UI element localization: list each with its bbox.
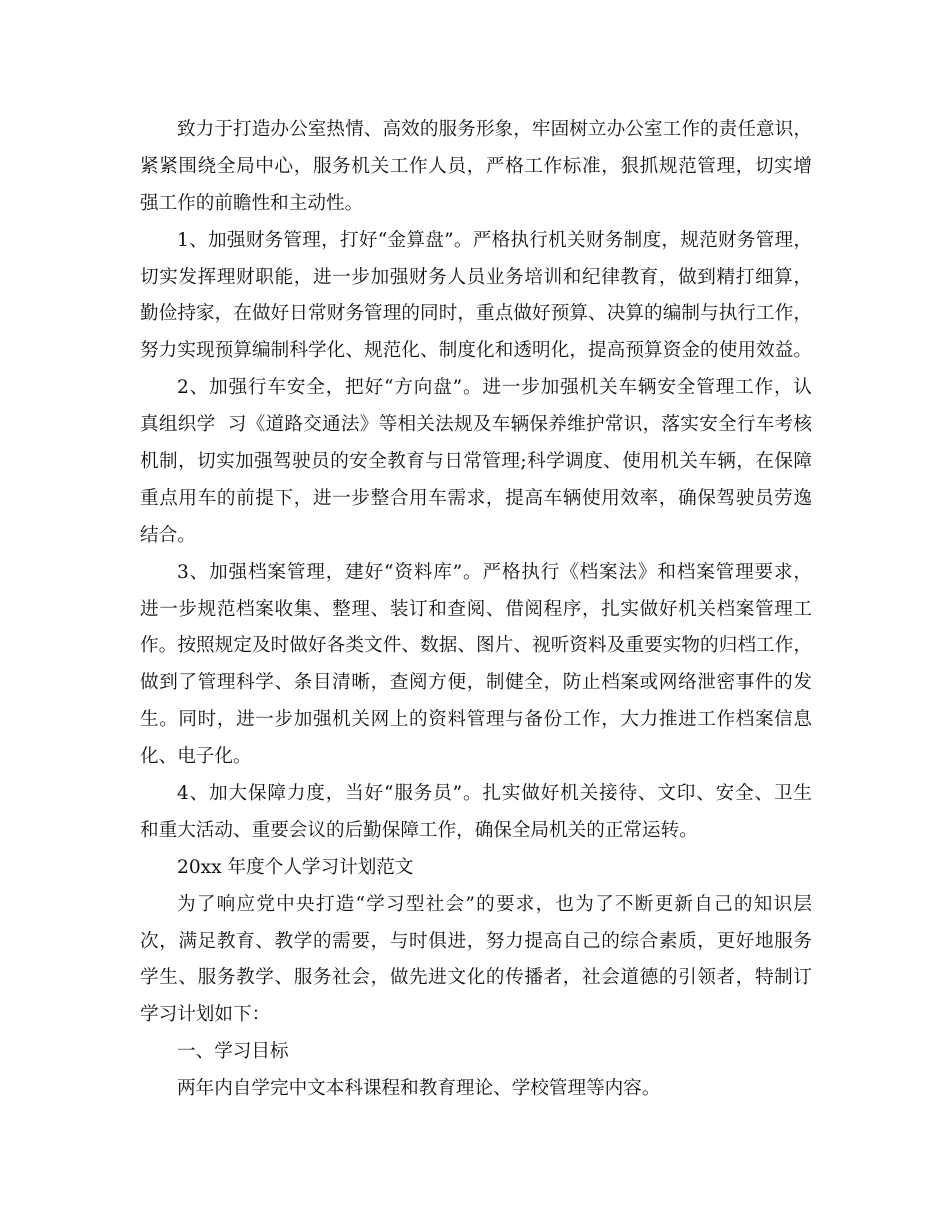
paragraph: [140, 223, 812, 371]
paragraph: [140, 555, 812, 776]
text-line: 紧紧围绕全局中心，服务机关工作人员，严格工作标准，狠抓规范管理，切实增: [140, 155, 812, 177]
paragraph: [140, 370, 812, 554]
text-line: 1、加强财务管理，打好“金算盘”。严格执行机关财务制度，规范财务管理，: [177, 229, 812, 251]
text-line: 勤俭持家，在做好日常财务管理的同时，重点做好预算、决算的编制与执行工作，: [140, 303, 812, 325]
text-line: 结合。: [140, 524, 196, 546]
text-line: 两年内自学完中文本科课程和教育理论、学校管理等内容。: [177, 1078, 661, 1100]
text-line: 和重大活动、重要会议的后勤保障工作，确保全局机关的正常运转。: [140, 819, 698, 841]
document-body: [140, 112, 812, 1108]
text-line: 努力实现预算编制科学化、规范化、制度化和透明化，提高预算资金的使用效益。: [140, 340, 812, 362]
text-line: 进一步规范档案收集、整理、装订和查阅、借阅程序，扎实做好机关档案管理工: [140, 598, 812, 620]
text-line: 做到了管理科学、条目清晰，查阅方便，制健全，防止档案或网络泄密事件的发: [140, 672, 812, 694]
text-line: 学生、服务教学、服务社会，做先进文化的传播者，社会道德的引领者，特制订: [140, 967, 812, 989]
paragraph: [140, 112, 812, 223]
text-line: 化、电子化。: [140, 746, 252, 768]
heading-line: 一、学习目标: [177, 1041, 289, 1063]
text-line: 学习计划如下：: [140, 1004, 271, 1026]
text-line: 致力于打造办公室热情、高效的服务形象，牢固树立办公室工作的责任意识，: [177, 119, 812, 140]
text-line: 重点用车的前提下，进一步整合用车需求，提高车辆使用效率，确保驾驶员劳逸: [140, 487, 812, 509]
text-line: 为了响应党中央打造“学习型社会”的要求，也为了不断更新自己的知识层: [177, 893, 812, 915]
text-line: 真组织学 习《道路交通法》等相关法规及车辆保养维护常识，落实安全行车考核: [140, 414, 812, 436]
text-line: 次，满足教育、教学的需要，与时俱进，努力提高自己的综合素质，更好地服务: [140, 930, 812, 952]
text-line: 作。按照规定及时做好各类文件、数据、图片、视听资料及重要实物的归档工作，: [140, 635, 812, 657]
text-line: 生。同时，进一步加强机关网上的资料管理与备份工作，大力推进工作档案信息: [140, 709, 812, 731]
text-line: 4、加大保障力度，当好“服务员”。扎实做好机关接待、文印、安全、卫生: [177, 783, 812, 805]
text-line: 强工作的前瞻性和主动性。: [140, 192, 364, 214]
text-line: 切实发挥理财职能，进一步加强财务人员业务培训和纪律教育，做到精打细算，: [140, 266, 812, 288]
text-line: 2、加强行车安全，把好“方向盘”。进一步加强机关车辆安全管理工作，认: [177, 377, 812, 399]
text-line: 机制，切实加强驾驶员的安全教育与日常管理;科学调度、使用机关车辆，在保障: [140, 451, 812, 473]
paragraph: [140, 776, 812, 850]
paragraph: [140, 887, 812, 1035]
section-heading: [140, 1034, 812, 1071]
heading-line: 20xx 年度个人学习计划范文: [177, 856, 414, 878]
text-line: 3、加强档案管理，建好“资料库”。严格执行《档案法》和档案管理要求，: [177, 561, 812, 583]
paragraph: [140, 1071, 812, 1108]
section-heading: [140, 850, 812, 887]
